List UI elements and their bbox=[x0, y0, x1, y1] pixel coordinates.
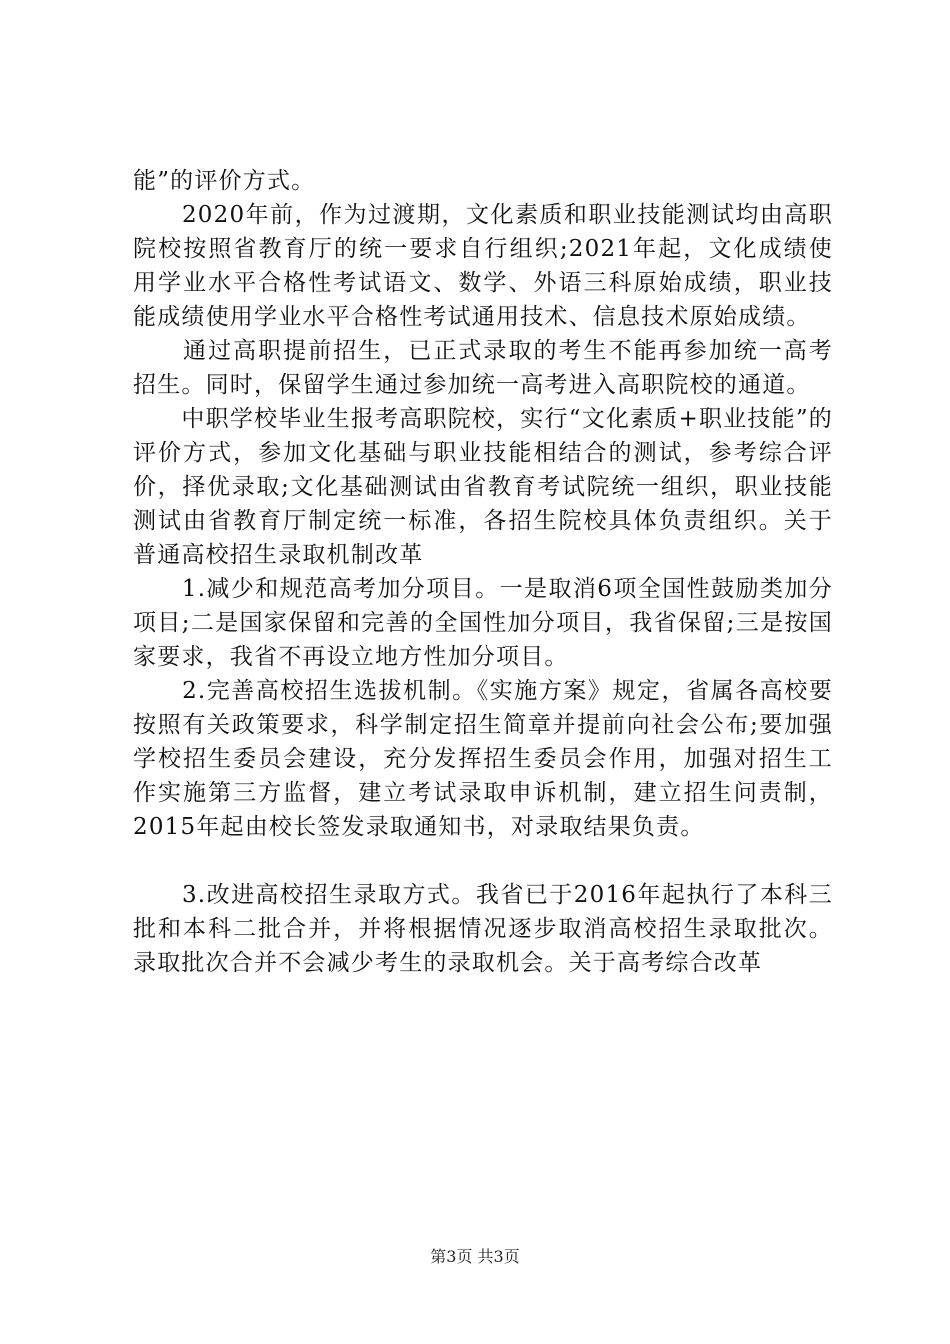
paragraph-early-admission: 通过高职提前招生，已正式录取的考生不能再参加统一高考招生。同时，保留学生通过参加统一高考进入高职院校的通道。 bbox=[133, 338, 833, 398]
paragraph-transition-period: 2020年前，作为过渡期，文化素质和职业技能测试均由高职院校按照省教育厅的统一要求自行组织;2021年起，文化成绩使用学业水平合格性考试语文、数学、外语三科原始成绩，职业技能成绩使用学业水平合格性考试通用技术、信息技术原始成绩。 bbox=[133, 202, 833, 330]
paragraph-vocational-students: 中职学校毕业生报考高职院校，实行“文化素质+职业技能”的评价方式，参加文化基础与职业技能相结合的测试，参考综合评价，择优录取;文化基础测试由省教育考试院统一组织，职业技能测试由省教育厅制定统一标准，各招生院校具体负责组织。关于普通高校招生录取机制改革 bbox=[133, 406, 833, 568]
paragraph-admission-method: 3.改进高校招生录取方式。我省已于2016年起执行了本科三批和本科二批合并，并将根据情况逐步取消高校招生录取批次。录取批次合并不会减少考生的录取机会。关于高考综合改革 bbox=[133, 882, 833, 976]
page-number-footer: 第3页 共3页 bbox=[430, 1247, 520, 1266]
paragraph-bonus-points: 1.减少和规范高考加分项目。一是取消6项全国性鼓励类加分项目;二是国家保留和完善的全国性加分项目，我省保留;三是按国家要求，我省不再设立地方性加分项目。 bbox=[133, 576, 833, 670]
document-body bbox=[133, 164, 833, 980]
paragraph-continuation: 能”的评价方式。 bbox=[133, 168, 316, 194]
paragraph-selection-mechanism: 2.完善高校招生选拔机制。《实施方案》规定，省属各高校要按照有关政策要求，科学制定招生简章并提前向社会公布;要加强学校招生委员会建设，充分发挥招生委员会作用，加强对招生工作实施第三方监督，建立考试录取申诉机制，建立招生问责制，2015年起由校长签发录取通知书，对录取结果负责。 bbox=[133, 678, 833, 840]
